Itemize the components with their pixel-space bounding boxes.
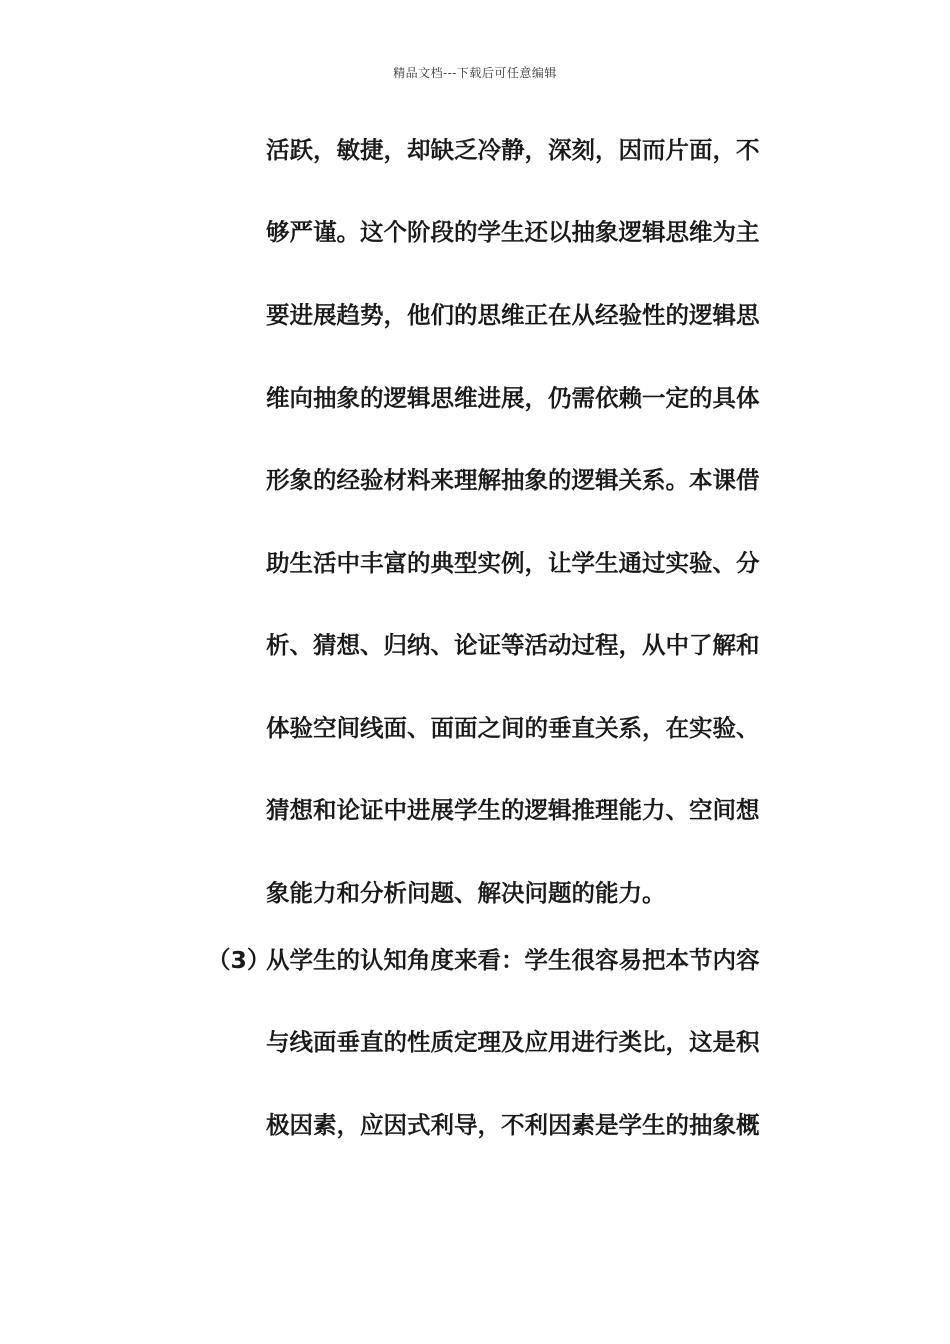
page-header: 精品文档---下载后可任意编辑 [393,66,557,80]
body-line: 要进展趋势，他们的思维正在从经验性的逻辑思 [266,301,760,329]
body-line: 助生活中丰富的典型实例，让学生通过实验、分 [266,549,760,577]
list-item-line: 从学生的认知角度来看：学生很容易把本节内容 [266,946,760,974]
body-line: 维向抽象的逻辑思维进展，仍需依赖一定的具体 [266,384,760,412]
body-line: 活跃，敏捷，却缺乏冷静，深刻，因而片面，不 [266,136,760,164]
body-line: 体验空间线面、面面之间的垂直关系，在实验、 [266,714,760,742]
list-item-number: （3） [207,946,271,974]
list-item-line: 与线面垂直的性质定理及应用进行类比，这是积 [266,1028,760,1056]
list-item-line: 极因素，应因式利导，不利因素是学生的抽象概 [266,1111,760,1139]
body-line: 够严谨。这个阶段的学生还以抽象逻辑思维为主 [266,218,760,246]
body-line: 析、猜想、归纳、论证等活动过程，从中了解和 [266,631,760,659]
body-line: 猜想和论证中进展学生的逻辑推理能力、空间想 [266,796,760,824]
body-line: 象能力和分析问题、解决问题的能力。 [266,879,666,907]
body-line: 形象的经验材料来理解抽象的逻辑关系。本课借 [266,466,760,494]
